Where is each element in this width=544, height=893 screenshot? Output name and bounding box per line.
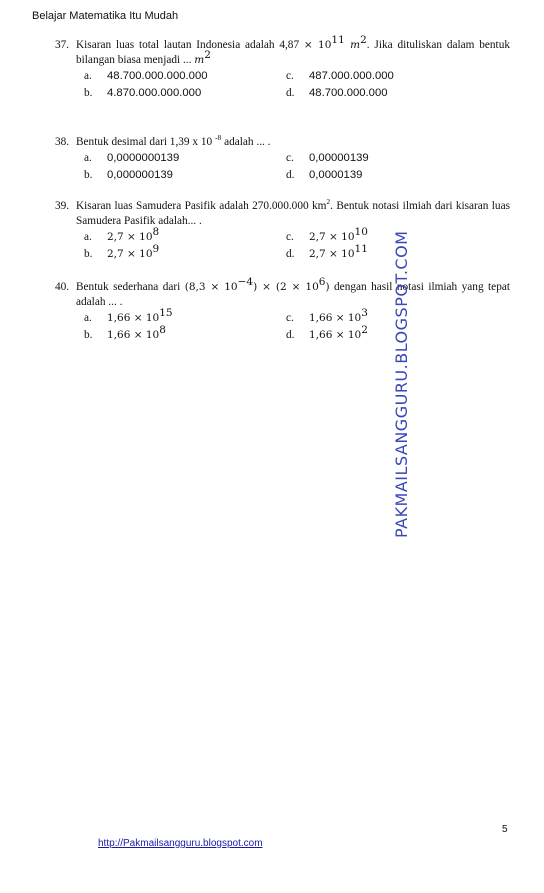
option-d[interactable]: d. 48.700.000.000 — [286, 87, 388, 99]
page-header-title: Belajar Matematika Itu Mudah — [32, 10, 179, 22]
option-a[interactable]: a. 48.700.000.000.000 — [84, 70, 208, 82]
option-b[interactable]: b. 4.870.000.000.000 — [84, 87, 202, 99]
footer-link[interactable]: http://Pakmailsangguru.blogspot.com — [98, 838, 263, 849]
option-a[interactable]: a. $1,66 \times 10^{15}$ — [84, 307, 173, 324]
options-list — [84, 226, 510, 264]
question-number: 40. — [55, 281, 70, 293]
option-c[interactable]: c. $2,7 \times 10^{10}$ — [286, 226, 368, 243]
question-number: 38. — [55, 136, 70, 148]
options-list — [84, 151, 510, 185]
question-number: 39. — [55, 200, 70, 212]
options-list — [84, 69, 510, 103]
option-a[interactable]: a. 0,0000000139 — [84, 152, 180, 164]
question-40 — [55, 276, 510, 345]
watermark: PAKMAILSANGGURU.BLOGSPOT.COM — [392, 230, 411, 538]
question-37 — [55, 34, 510, 103]
question-stem: Kisaran luas Samudera Pasifik adalah 270.000.000 $km^2$. Bentuk notasi ilmiah dari kisaran luas Samudera Pasifik adalah... . — [76, 197, 510, 227]
option-c[interactable]: c. $1,66 \times 10^3$ — [286, 307, 368, 324]
option-b[interactable]: b. $2,7 \times 10^9$ — [84, 243, 160, 260]
option-c[interactable]: c. 487.000.000.000 — [286, 70, 394, 82]
option-a[interactable]: a. $2,7 \times 10^8$ — [84, 226, 160, 243]
question-39 — [55, 199, 510, 264]
question-stem: Kisaran luas total lautan Indonesia adalah $4,87 \times 10^{11}$ $m^2$. Jika dituliskan dalam bentuk bilangan biasa menjadi ... $m^2$ — [76, 34, 510, 66]
option-d[interactable]: d. 0,0000139 — [286, 169, 363, 181]
option-b[interactable]: b. 0,000000139 — [84, 169, 173, 181]
question-38 — [55, 135, 510, 185]
question-number: 37. — [55, 39, 70, 51]
option-b[interactable]: b. $1,66 \times 10^8$ — [84, 324, 166, 341]
option-d[interactable]: d. $2,7 \times 10^{11}$ — [286, 243, 368, 260]
question-stem: Bentuk sederhana dari $(8,3 \times 10^{-4}) \times (2 \times 10^6)$ dengan hasil notasi ilmiah yang tepat adalah ... . — [76, 276, 510, 308]
page-number: 5 — [502, 824, 508, 835]
question-stem: Bentuk desimal dari 1,39 x 10 $^{-8}$ adalah ... . — [76, 133, 271, 148]
option-d[interactable]: d. $1,66 \times 10^2$ — [286, 324, 368, 341]
options-list — [84, 307, 510, 345]
option-c[interactable]: c. 0,00000139 — [286, 152, 369, 164]
